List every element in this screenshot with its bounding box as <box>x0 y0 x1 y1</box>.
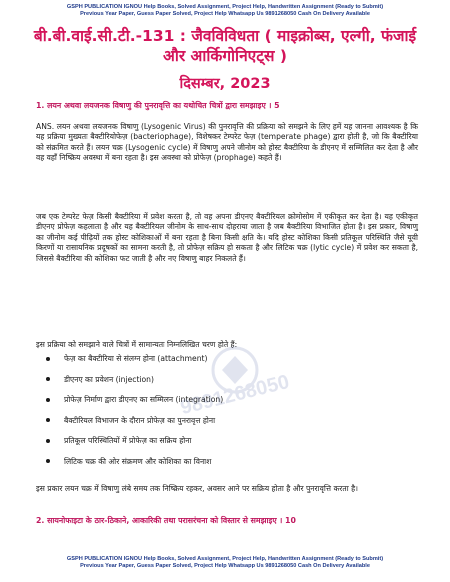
footer-line-2: Previous Year Paper, Guess Paper Solved, Project Help Whatsapp Us 9891268050 Cash On Delivery Available <box>80 563 370 569</box>
list-item: प्रोफेज़ निर्माण द्वारा डीएनए का सम्मिलन (integration) <box>36 395 416 416</box>
list-item: प्रतिकूल परिस्थितियों में प्रोफेज़ का सक्रिय होना <box>36 436 416 457</box>
page-header <box>0 4 450 18</box>
watermark-text: 9891268050 <box>178 370 292 420</box>
title-line-1: बी.बी.वाई.सी.टी.-131 : जैवविविधता ( माइक्रोब्स, एल्गी, फंजाई <box>33 27 417 45</box>
header-line-1: GSPH PUBLICATION IGNOU Help Books, Solved Assignment, Project Help, Handwritten Assignment (Ready to Submit) <box>66 4 384 10</box>
question-2: 2. सायनोफाइटा के ठार-ठिकाने, आकारिकी तथा परासरंचना को विस्तार से समझाइए । 10 <box>36 516 296 525</box>
title-line-2: और आर्किगोनिएट्स ) <box>162 47 288 65</box>
list-item: डीएनए का प्रवेशन (injection) <box>36 375 416 396</box>
steps-list <box>36 354 416 477</box>
bullet-icon <box>46 398 50 402</box>
list-item: बैक्टीरियल विभाजन के दौरान प्रोफेज़ का पुनरावृत्त होना <box>36 416 416 437</box>
answer-paragraph-2: जब एक टेम्परेट फेज़ किसी बैक्टीरिया में प्रवेश करता है, तो वह अपना डीएनए बैक्टीरियल क्रोमोसोम में एकीकृत कर देता है। यह एकीकृत डीएनए प्रोफेज़ कहलाता है और यह बैक्टीरियल जीनोम के साथ-साथ दोहराया जाता है जब बैक्टीरिया विभाजित होता है। इस प्रकार, विषाणु का जीनोम कई पीढ़ियों तक होस्ट कोशिकाओं में बना रहता है बिना किसी क्षति के। यदि होस्ट कोशिका किसी प्रतिकूल परिस्थिति जैसे यूवी किरणों या रासायनिक प्रदूषकों का सामना करती है, तो प्रोफेज़ सक्रिय हो सकता है और लिटिक चक्र (lytic cycle) में प्रवेश कर सकता है, जिससे बैक्टीरिया की कोशिका फट जाती है और नए विषाणु बाहर निकलते हैं। <box>36 212 418 263</box>
bullet-icon <box>46 459 50 463</box>
footer-line-1: GSPH PUBLICATION IGNOU Help Books, Solved Assignment, Project Help, Handwritten Assignment (Ready to Submit) <box>66 556 384 562</box>
bullet-icon <box>46 439 50 443</box>
list-item: फेज़ का बैक्टीरिया से संलग्न होना (attachment) <box>36 354 416 375</box>
answer-paragraph-3: इस प्रक्रिया को समझाने वाले चित्रों में सामान्यतः निम्नलिखित चरण होते हैं: <box>36 340 238 349</box>
answer-paragraph-4: इस प्रकार लयन चक्र में विषाणु लंबे समय तक निष्क्रिय रहकर, अवसर आने पर सक्रिय होता है और पुनरावृत्ति करता है। <box>36 484 359 493</box>
answer-paragraph-1: ANS. लयन अथवा लयजनक विषाणु (Lysogenic Virus) की पुनरावृत्ति की प्रक्रिया को समझने के लिए हमें यह जानना आवश्यक है कि यह प्रक्रिया मुख्यतः बैक्टीरियोफेज़ (bacteriophage), विशेषकर टेम्परेट फेज़ (temperate phage) द्वारा होती है, जो कि बैक्टीरिया को संक्रमित करते हैं। लयन चक्र (Lysogenic cycle) में विषाणु अपने जीनोम को होस्ट बैक्टीरिया के डीएनए में सम्मिलित कर देता है और वह वहाँ निष्क्रिय अवस्था में बना रहता है। इस अवस्था को प्रोफेज़ (prophage) कहते हैं। <box>36 122 418 163</box>
page-title <box>30 26 420 66</box>
bullet-icon <box>46 377 50 381</box>
exam-date: दिसम्बर, 2023 <box>179 76 271 92</box>
header-line-2: Previous Year Paper, Guess Paper Solved, Project Help Whatsapp Us 9891268050 Cash On Delivery Available <box>80 11 370 17</box>
list-item: लिटिक चक्र की ओर संक्रमण और कोशिका का विनाश <box>36 457 416 478</box>
bullet-icon <box>46 357 50 361</box>
question-1: 1. लयन अथवा लयजनक विषाणु की पुनरावृत्ति का यथोचित चित्रों द्वारा समझाइए । 5 <box>36 101 280 110</box>
page-footer <box>0 556 450 570</box>
bullet-icon <box>46 418 50 422</box>
